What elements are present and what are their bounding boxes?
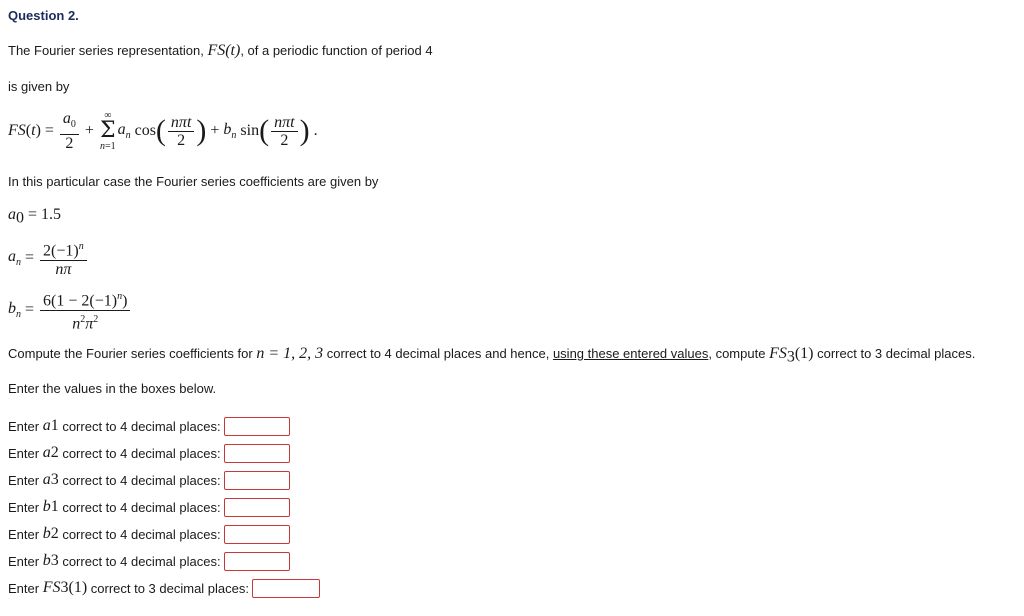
b1-input[interactable] [224, 498, 290, 517]
enter-values-text: Enter the values in the boxes below. [8, 381, 217, 396]
question-title: Question 2. [8, 8, 79, 23]
a0-formula: $a_0 = 1.5$ [8, 206, 62, 227]
fs3-input[interactable] [252, 579, 320, 598]
answer-row-a1: Enter a 1 correct to 4 decimal places: [8, 415, 290, 437]
an-formula: $a_n$ = $\frac{2(-1)^n}{n\pi}$ [8, 238, 89, 278]
intro-text-2: , of a periodic function of period 4 [240, 43, 433, 58]
answer-row-fs3: Enter FS 3 (1) correct to 3 decimal places: [8, 577, 320, 599]
answer-row-b3: Enter b 3 correct to 4 decimal places: [8, 550, 290, 572]
particular-text: In this particular case the Fourier series coefficients are given by [8, 174, 379, 189]
fourier-formula: FS ( t ) = $\frac{a_0}{2}$ + ∞ Σ n=1 $a_n$ cos ( $\frac{\text{nπt}}{2}$ ) + $b_n$ sin ( $\frac{\text{nπt}}{2}$ ) . [8, 110, 318, 152]
a1-input[interactable] [224, 417, 290, 436]
a3-input[interactable] [224, 471, 290, 490]
entered-values-link[interactable]: using these entered values [552, 346, 709, 361]
given-by-text: is given by [8, 79, 70, 94]
intro-text: The Fourier series representation, [8, 43, 204, 58]
answer-row-b1: Enter b 1 correct to 4 decimal places: [8, 496, 290, 518]
b3-input[interactable] [224, 552, 290, 571]
answer-row-b2: Enter b 2 correct to 4 decimal places: [8, 523, 290, 545]
bn-formula: $b_n$ = $\frac{6(1 - 2(-1)^n)}{n^2\pi^2}$ [8, 290, 132, 330]
intro-line [8, 42, 433, 60]
a2-input[interactable] [224, 444, 290, 463]
b2-input[interactable] [224, 525, 290, 544]
compute-instruction: Compute the Fourier series coefficients for n = 1, 2, 3 correct to 4 decimal places and hence, using these entered values, compute $FS_3(1)$ correct to 3 decimal places. [8, 345, 976, 366]
answer-row-a2: Enter a 2 correct to 4 decimal places: [8, 442, 290, 464]
intro-math: FS(t) [207, 42, 241, 59]
answer-row-a3: Enter a 3 correct to 4 decimal places: [8, 469, 290, 491]
